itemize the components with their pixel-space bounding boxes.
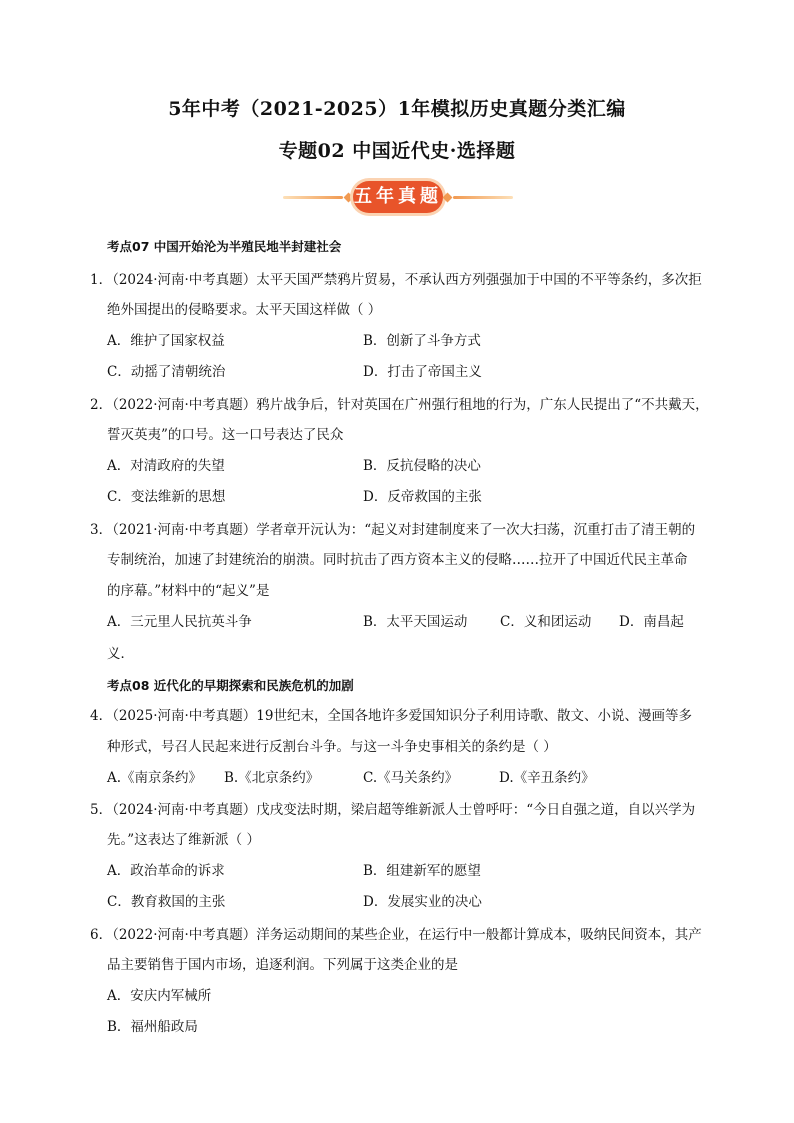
- question-2-line-2: 誓灭英夷”的口号。这一口号表达了民众: [107, 427, 344, 443]
- question-6-option-b: B．福州船政局: [107, 1019, 198, 1035]
- question-4-option-b: B.《北京条约》: [224, 770, 320, 786]
- question-4-line-1: 4．（2025·河南·中考真题）19世纪末，全国各地许多爱国知识分子利用诗歌、散文、小说、漫画等多: [90, 708, 692, 724]
- section-banner: [283, 179, 513, 215]
- question-4-line-2: 种形式，号召人民起来进行反割台斗争。与这一斗争史事相关的条约是（ ）: [107, 739, 557, 755]
- question-1-option-d: D．打击了帝国主义: [363, 364, 482, 380]
- question-3-line-1: 3．（2021·河南·中考真题）学者章开沅认为：“起义对封建制度来了一次大扫荡，沉重打击了清王朝的: [90, 522, 696, 538]
- question-1-line-1: 1．（2024·河南·中考真题）太平天国严禁鸦片贸易，不承认西方列强强加于中国的不平等条约，多次拒: [90, 272, 702, 288]
- banner-right-diamond-icon: [443, 193, 453, 203]
- question-2-option-c: C．变法维新的思想: [107, 489, 226, 505]
- question-3-option-a: A．三元里人民抗英斗争: [107, 614, 252, 630]
- question-1-option-c: C．动摇了清朝统治: [107, 364, 226, 380]
- question-3-line-3: 的序幕。”材料中的“起义”是: [107, 583, 270, 599]
- section-heading: 考点07 中国开始沦为半殖民地半封建社会: [107, 239, 342, 254]
- question-5-option-c: C．教育救国的主张: [107, 894, 226, 910]
- question-6-line-1: 6．（2022·河南·中考真题）洋务运动期间的某些企业，在运行中一般都计算成本，吸纳民间资本，其产: [90, 927, 702, 943]
- banner-label: 五年真题: [353, 181, 443, 213]
- document-title: 5年中考（2021-2025）1年模拟历史真题分类汇编: [168, 98, 626, 120]
- question-3-option-d-wrap: 义．: [107, 646, 134, 662]
- section-heading: 考点08 近代化的早期探索和民族危机的加剧: [107, 678, 354, 693]
- question-2-line-1: 2．（2022·河南·中考真题）鸦片战争后，针对英国在广州强行租地的行为，广东人民提出了“不共戴天，: [90, 397, 709, 413]
- question-1-line-2: 绝外国提出的侵略要求。太平天国这样做（ ）: [107, 302, 382, 318]
- banner-right-ornament: [453, 196, 513, 199]
- question-3-option-d: D．南昌起: [619, 614, 684, 630]
- question-3-option-c: C．义和团运动: [500, 614, 592, 630]
- question-2-option-d: D．反帝救国的主张: [363, 489, 482, 505]
- question-5-option-d: D．发展实业的决心: [363, 894, 482, 910]
- question-5-option-b: B．组建新军的愿望: [363, 863, 481, 879]
- question-5-line-1: 5．（2024·河南·中考真题）戊戌变法时期，梁启超等维新派人士曾呼吁：“今日自强之道，自以兴学为: [90, 802, 696, 818]
- question-6-line-2: 品主要销售于国内市场，追逐利润。下列属于这类企业的是: [107, 957, 458, 973]
- question-2-option-b: B．反抗侵略的决心: [363, 458, 481, 474]
- question-1-option-a: A．维护了国家权益: [107, 333, 225, 349]
- banner-left-ornament: [283, 196, 343, 199]
- question-6-option-a: A．安庆内军械所: [107, 988, 212, 1004]
- question-3-line-2: 专制统治，加速了封建统治的崩溃。同时抗击了西方资本主义的侵略……拉开了中国近代民主革命: [107, 552, 688, 568]
- question-4-option-d: D.《辛丑条约》: [499, 770, 595, 786]
- question-5-line-2: 先。”这表达了维新派（ ）: [107, 832, 260, 848]
- question-2-option-a: A．对清政府的失望: [107, 458, 225, 474]
- question-3-option-b: B．太平天国运动: [363, 614, 468, 630]
- banner-left-diamond-icon: [344, 193, 354, 203]
- question-5-option-a: A．政治革命的诉求: [107, 863, 225, 879]
- question-4-option-a: A.《南京条约》: [107, 770, 203, 786]
- question-1-option-b: B．创新了斗争方式: [363, 333, 481, 349]
- document-subtitle: 专题02 中国近代史·选择题: [278, 140, 516, 162]
- question-4-option-c: C.《马关条约》: [363, 770, 459, 786]
